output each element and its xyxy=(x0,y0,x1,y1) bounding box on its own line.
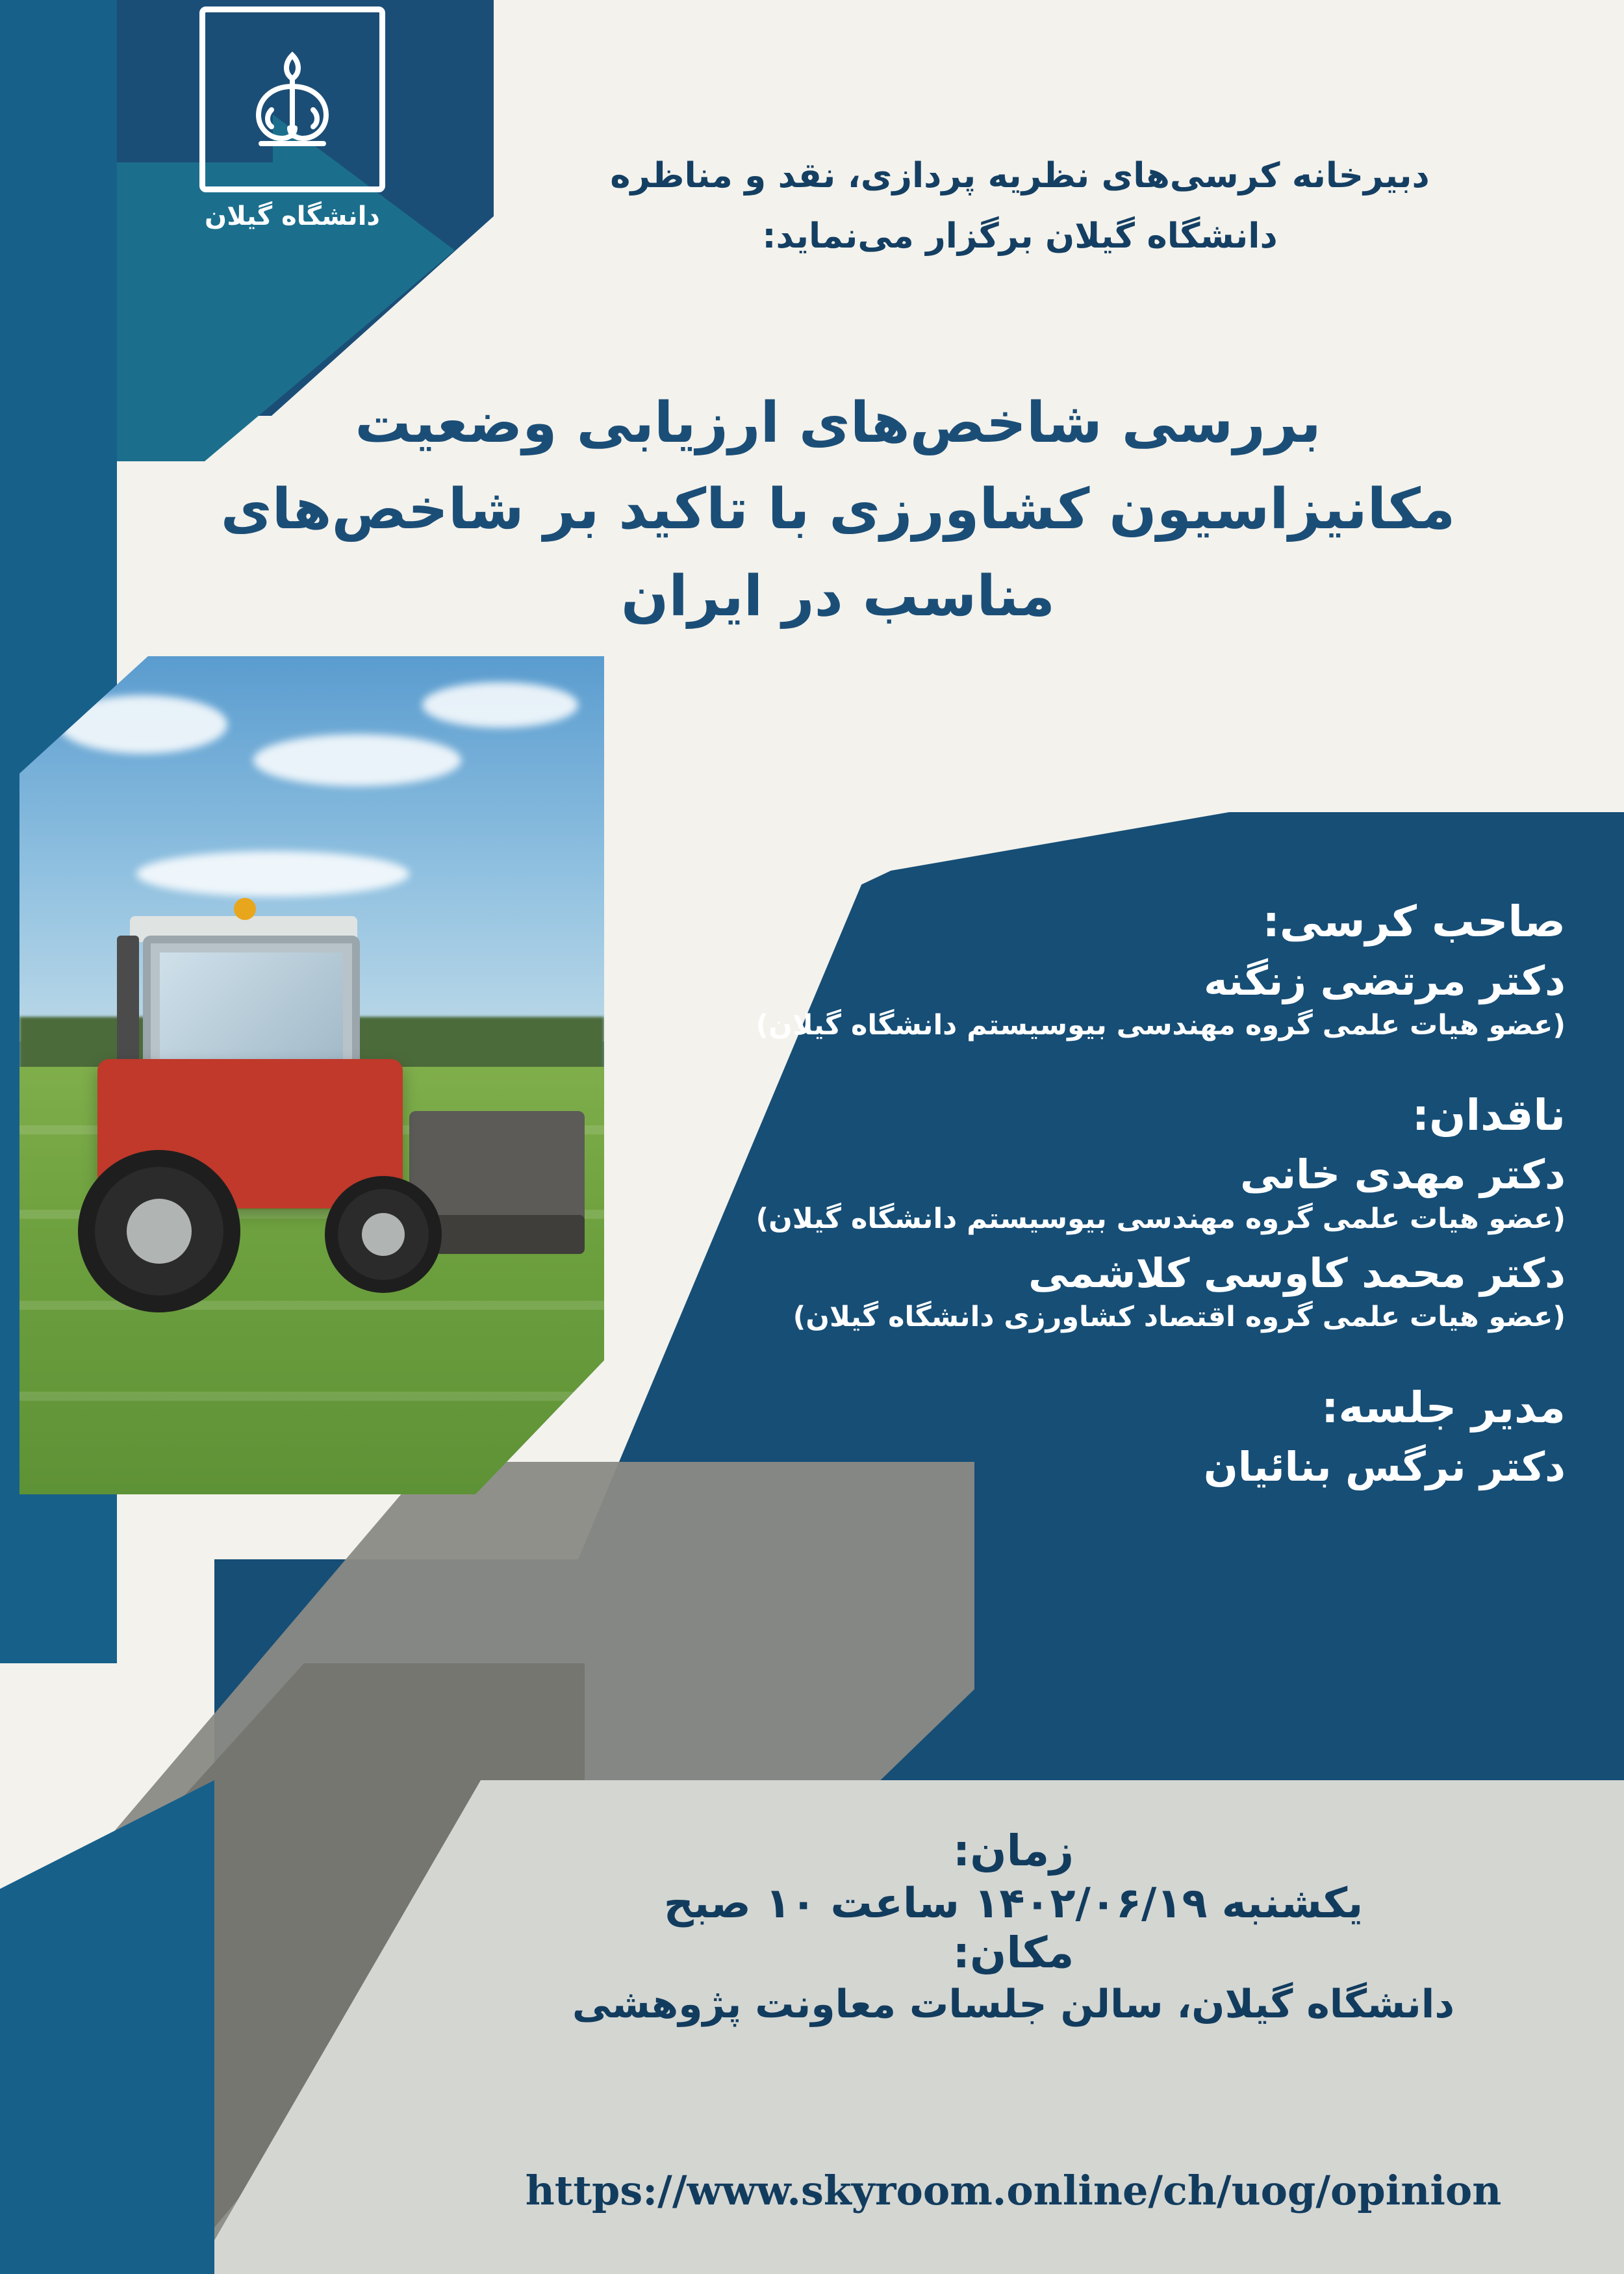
logo-caption: دانشگاه گیلان xyxy=(205,201,380,231)
title-line-3: مناسب در ایران xyxy=(621,563,1055,629)
intro-text xyxy=(494,146,1546,267)
photo-tractor-beacon xyxy=(234,898,256,920)
photo-tractor-front-wheel xyxy=(325,1176,442,1293)
speakers-info xyxy=(513,897,1566,1492)
chair-affiliation: (عضو هیات علمی گروه مهندسی بیوسیستم دانشگاه گیلان) xyxy=(755,1008,1566,1041)
photo-cloud xyxy=(253,734,461,786)
title-line-1: بررسی شاخص‌های ارزیابی وضعیت xyxy=(355,390,1321,455)
photo-cloud xyxy=(136,851,409,897)
critic-2-name: دکتر محمد کاوسی کلاشمی xyxy=(1028,1249,1566,1297)
critic-1-affiliation: (عضو هیات علمی گروه مهندسی بیوسیستم دانشگاه گیلان) xyxy=(755,1202,1566,1235)
logo-frame xyxy=(199,6,385,192)
intro-line-1: دبیرخانه کرسی‌های نظریه پردازی، نقد و مناظره xyxy=(610,156,1430,196)
university-logo xyxy=(195,6,390,247)
event-details xyxy=(461,1826,1566,2027)
chair-heading: صاحب کرسی: xyxy=(1262,897,1566,947)
place-label: مکان: xyxy=(952,1928,1074,1978)
moderator-name: دکتر نرگس بنائیان xyxy=(1203,1443,1566,1491)
chair-name: دکتر مرتضی زنگنه xyxy=(1204,957,1566,1004)
intro-line-2: دانشگاه گیلان برگزار می‌نماید: xyxy=(762,216,1278,256)
photo-tractor-rear-wheel xyxy=(78,1150,240,1312)
photo-cloud xyxy=(422,682,578,728)
critics-heading: ناقدان: xyxy=(1412,1090,1566,1141)
moderator-heading: مدیر جلسه: xyxy=(1321,1383,1566,1433)
university-of-guilan-emblem-icon xyxy=(205,12,379,186)
time-label: زمان: xyxy=(952,1826,1074,1876)
meeting-link[interactable]: https://www.skyroom.online/ch/uog/opinion xyxy=(525,2167,1502,2214)
critic-1-name: دکتر مهدی خانی xyxy=(1240,1151,1566,1199)
place-value: دانشگاه گیلان، سالن جلسات معاونت پژوهشی xyxy=(572,1982,1455,2027)
page-title xyxy=(130,380,1546,640)
critic-2-affiliation: (عضو هیات علمی گروه اقتصاد کشاورزی دانشگاه گیلان) xyxy=(793,1301,1566,1334)
time-value: یکشنبه ۱۴۰۲/۰۶/۱۹ ساعت ۱۰ صبح xyxy=(663,1880,1364,1928)
title-line-2: مکانیزاسیون کشاورزی با تاکید بر شاخص‌های xyxy=(220,477,1456,543)
